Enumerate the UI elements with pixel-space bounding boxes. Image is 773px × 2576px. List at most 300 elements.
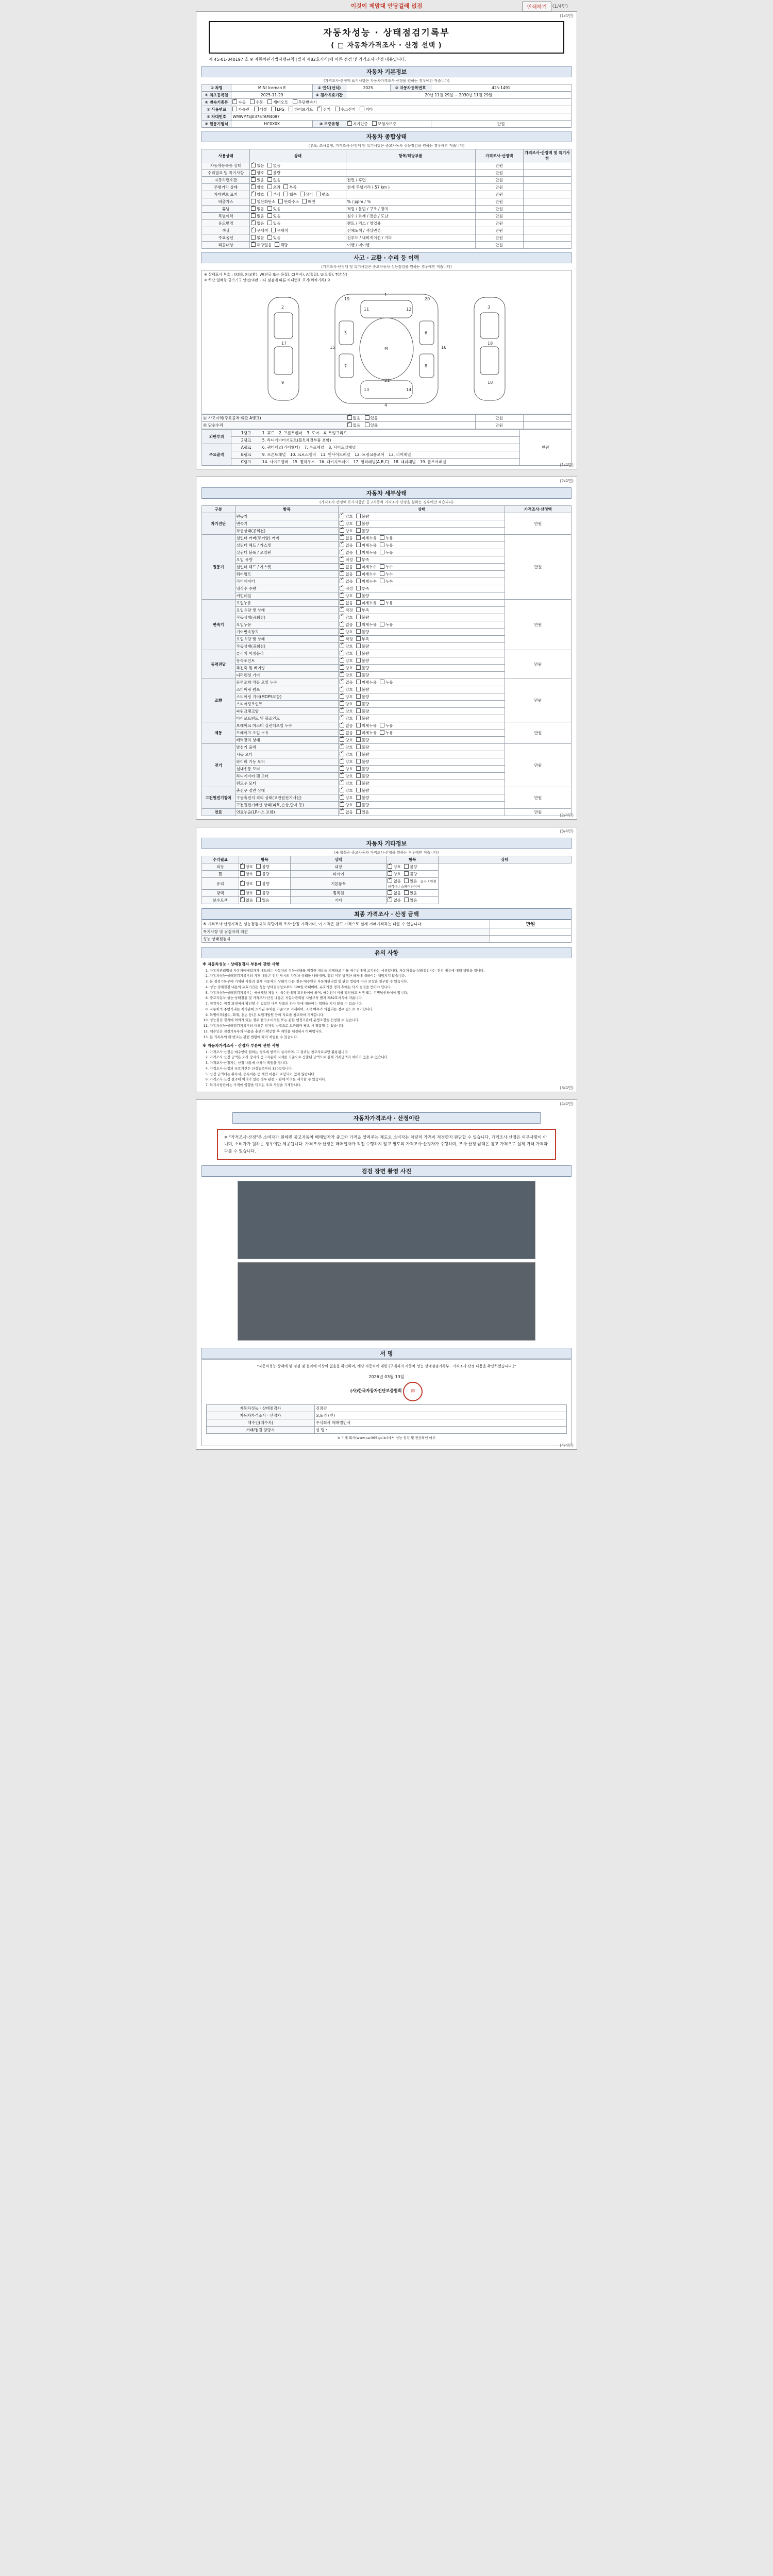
- detail-option[interactable]: 불량: [356, 629, 369, 635]
- detail-option[interactable]: ✓ 양호: [340, 593, 353, 599]
- option-auto[interactable]: ✓ 자동: [232, 99, 246, 105]
- opt-tuning-yes[interactable]: 있음: [267, 206, 281, 212]
- detail-item-options: [339, 809, 505, 816]
- option-manual[interactable]: 수동: [250, 99, 263, 105]
- detail-option[interactable]: 누수: [380, 571, 393, 577]
- opt-yes[interactable]: ✓ 있음: [251, 163, 264, 168]
- table-row: [207, 1404, 567, 1412]
- legend-tier-B: B랭크: [231, 451, 261, 459]
- detail-option[interactable]: 부족: [356, 607, 369, 613]
- other-item-options-right: [386, 890, 438, 897]
- special-note-value[interactable]: [490, 928, 572, 936]
- detail-option[interactable]: ✓ 적정: [340, 586, 353, 591]
- option-electric[interactable]: ✓ 전기: [317, 107, 331, 112]
- table-row: [202, 444, 572, 451]
- opt-plate-no[interactable]: 없음: [267, 177, 281, 183]
- detail-item-options: [339, 564, 505, 571]
- opt-dist-over[interactable]: 초과: [267, 184, 281, 190]
- opt-bad[interactable]: 불량: [267, 170, 281, 176]
- sheet-page-1: [196, 11, 577, 469]
- table-row: [202, 227, 572, 234]
- other-option[interactable]: ✓ 없음: [240, 897, 254, 903]
- opt-vin-diff[interactable]: 상이: [300, 192, 313, 197]
- detail-option[interactable]: 있음: [356, 809, 369, 815]
- detail-item-options: [339, 701, 505, 708]
- other-item-label-right: 기타: [291, 897, 386, 904]
- opt-color-chroma[interactable]: 유채색: [271, 228, 288, 233]
- table-row: [202, 184, 572, 191]
- detail-option[interactable]: 불량: [356, 651, 369, 656]
- detail-item-label: 오일누유: [235, 600, 339, 607]
- detail-item-label: 실린더 헤드 / 가스켓: [235, 564, 339, 571]
- detail-option[interactable]: ✓ 양호: [340, 694, 353, 700]
- detail-option[interactable]: ✓ 양호: [340, 528, 353, 534]
- other-item-options-left: [239, 890, 290, 897]
- opt-dist-good[interactable]: ✓ 양호: [251, 184, 264, 190]
- overall-row-3-opts: [250, 184, 346, 191]
- detail-option[interactable]: ✓ 양호: [340, 643, 353, 649]
- detail-option[interactable]: 미세누유: [356, 550, 377, 555]
- detail-item-label: 기어변속장치: [235, 629, 339, 636]
- detail-option[interactable]: ✓ 적정: [340, 557, 353, 563]
- detail-option[interactable]: ✓ 없음: [340, 809, 353, 815]
- detail-group-price: 만원: [505, 535, 571, 600]
- detail-group-price: 만원: [505, 722, 571, 744]
- other-option[interactable]: 불량: [404, 871, 417, 877]
- notice-item: 3. 본 점검기록부에 기재된 사항과 실제 자동차의 상태가 다른 경우 매수인은 자동차관리법 및 관련 법령에 따라 보상을 청구할 수 있습니다.: [210, 979, 570, 985]
- opt-option-no[interactable]: 없음: [251, 235, 264, 241]
- detail-option[interactable]: 불량: [356, 795, 369, 801]
- opt-accident-no[interactable]: ✓ 없음: [347, 415, 361, 421]
- detail-option[interactable]: 부족: [356, 636, 369, 642]
- detail-item-label: 추진축 및 베어링: [235, 665, 339, 672]
- document-number-line: 제 45-01-040197 호 ※ 자동차관리법시행규칙 [별지 제82호서식]에 따른 점검 및 가격조사·산정 내용입니다.: [209, 57, 407, 62]
- overall-row-9-note: [523, 220, 571, 227]
- detail-item-label: 배력장치 상태: [235, 737, 339, 744]
- option-gasoline[interactable]: 가솔린: [232, 107, 249, 112]
- photo-section-header: 검검 장면 촬영 사진: [201, 1165, 572, 1177]
- detail-option[interactable]: ✓ 양호: [340, 701, 353, 707]
- notice-section2-list: [203, 1050, 570, 1088]
- other-option[interactable]: ✓ 양호: [240, 871, 254, 877]
- table-header-row: [202, 506, 572, 513]
- detail-option[interactable]: 누유: [380, 680, 393, 685]
- detail-option[interactable]: 미세누수: [356, 564, 377, 570]
- detail-option[interactable]: ✓ 양호: [340, 665, 353, 671]
- opt-special-yes[interactable]: 있음: [267, 213, 281, 219]
- overall-row-0-note: [523, 162, 571, 170]
- overall-row-6-detail: % / ppm / %: [346, 198, 475, 206]
- detail-option[interactable]: 불량: [356, 615, 369, 620]
- detail-option[interactable]: ✓ 없음: [340, 564, 353, 570]
- opt-hc[interactable]: 탄화수소: [278, 199, 299, 205]
- other-item-options-right: [386, 871, 438, 878]
- detail-option[interactable]: 미세누유: [356, 535, 377, 541]
- detail-option[interactable]: 누유: [380, 535, 393, 541]
- detail-col-3: 가격조사·산정액: [505, 506, 571, 513]
- other-option[interactable]: 있음: [256, 897, 270, 903]
- overall-row-5-opts: [250, 191, 346, 198]
- signature-header: 서 명: [201, 1348, 572, 1359]
- detail-option[interactable]: ✓ 양호: [340, 615, 353, 620]
- option-hybrid[interactable]: 하이브리드: [289, 107, 313, 112]
- notice-item: 12. 매수인은 점검기록부의 내용을 충분히 확인한 후 계약을 체결하시기 바랍니다.: [210, 1029, 570, 1035]
- other-item-options-left: [239, 897, 290, 904]
- opt-co[interactable]: 일산화탄소: [251, 199, 275, 205]
- detail-option[interactable]: ✓ 양호: [340, 737, 353, 743]
- opt-tuning-no[interactable]: ✓ 없음: [251, 206, 264, 212]
- detail-option[interactable]: 불량: [356, 687, 369, 692]
- detail-group-price: 만원: [505, 600, 571, 650]
- detail-option[interactable]: ✓ 양호: [340, 759, 353, 765]
- overall-row-6-price: 만원: [475, 198, 523, 206]
- opt-simple-no[interactable]: ✓ 없음: [347, 422, 361, 428]
- legend-item: 13. 리어패널: [389, 452, 411, 457]
- detail-option[interactable]: 누수: [380, 564, 393, 570]
- detail-option[interactable]: 미세누수: [356, 579, 377, 584]
- detail-option[interactable]: ✓ 없음: [340, 622, 353, 628]
- detail-option[interactable]: 불량: [356, 643, 369, 649]
- detail-option[interactable]: ✓ 양호: [340, 766, 353, 772]
- overall-row-11-price: 만원: [475, 234, 523, 242]
- other-item-label-left: 휠: [202, 871, 239, 878]
- detail-option[interactable]: 불량: [356, 514, 369, 519]
- detail-option[interactable]: ✓ 없음: [340, 680, 353, 685]
- overall-row-8-note: [523, 213, 571, 220]
- detail-item-options: [339, 556, 505, 564]
- document-subtitle: ( □ 자동차가격조사 · 산정 선택 ): [331, 42, 442, 49]
- detail-item-options: [339, 751, 505, 758]
- notice-item: 7. 점검자는 점검 과정에서 확인할 수 없었던 내부 부품의 하자 등에 대하여는 책임을 지지 않을 수 있습니다.: [210, 1002, 570, 1007]
- overall-row-1-detail: [346, 170, 475, 177]
- overall-state-table: [201, 149, 572, 249]
- table-row: [202, 871, 572, 878]
- detail-item-options: [339, 650, 505, 657]
- notice-section2-title: ※ 자동차가격조사 · 산정자 부분에 관한 사항: [203, 1043, 279, 1048]
- option-diesel[interactable]: 디젤: [254, 107, 267, 112]
- svg-text:10: 10: [488, 380, 493, 385]
- detail-option[interactable]: 불량: [356, 593, 369, 599]
- table-row: [202, 787, 572, 794]
- other-option[interactable]: ✓ 양호: [388, 871, 401, 877]
- detail-option[interactable]: ✓ 양호: [340, 687, 353, 692]
- legend-item: 2. 프론트휀더: [279, 431, 303, 436]
- other-option[interactable]: 불량: [256, 881, 270, 887]
- detail-option[interactable]: ✓ 없음: [340, 571, 353, 577]
- legend-item: 15. 휠하우스: [292, 460, 315, 465]
- detail-option[interactable]: 불량: [356, 781, 369, 786]
- detail-option[interactable]: 누유: [380, 550, 393, 555]
- option-insurance[interactable]: 보험사보증: [372, 121, 396, 127]
- opt-special-no[interactable]: ✓ 없음: [251, 213, 264, 219]
- svg-text:14: 14: [406, 387, 412, 393]
- sign-row-value[interactable]: 김점검: [314, 1404, 566, 1412]
- opt-plate-yes[interactable]: ✓ 있음: [251, 177, 264, 183]
- overall-row-5-price: 만원: [475, 191, 523, 198]
- detail-option[interactable]: ✓ 양호: [340, 781, 353, 786]
- detail-item-label: 브레이크 마스터 실린더오일 누유: [235, 722, 339, 730]
- detail-option[interactable]: 누유: [380, 723, 393, 728]
- detail-col-2: 상태: [339, 506, 505, 513]
- detail-option[interactable]: ✓ 양호: [340, 716, 353, 721]
- overall-row-12-note: [523, 242, 571, 249]
- detail-option[interactable]: 누유: [380, 622, 393, 628]
- detail-item-label: 와이퍼 기능 모터: [235, 758, 339, 766]
- detail-option[interactable]: ✓ 양호: [340, 651, 353, 656]
- accident-q-opts: [346, 415, 475, 422]
- other-option[interactable]: 있음: [404, 890, 417, 896]
- other-option[interactable]: 있음: [404, 878, 417, 884]
- option-fuel-etc[interactable]: 기타: [360, 107, 373, 112]
- detail-option[interactable]: ✓ 없음: [340, 579, 353, 584]
- detail-option[interactable]: 누유: [380, 600, 393, 606]
- page-mark-2-bottom: (2/4면): [560, 813, 574, 818]
- detail-option[interactable]: 불량: [356, 701, 369, 707]
- detail-option[interactable]: 불량: [356, 672, 369, 678]
- page4-redbox: ※ "가격조사·산정"은 소비자가 원하면 중고자동차 매매업자가 중고차 가격을 알려주는 제도로 소비자는 차량의 가격이 적정한지 판단할 수 있습니다. 가격조사·산정은 의무사항이 아니며, 소비자가 원하는 경우에만 제공됩니다. 가격조사·산정은 매매업자가 직접 수행하지 않고 별도의 가격조사·산정자가 수행하며, 조사·산정 금액은 참고 가격으로 실제 거래 가격과 다를 수 있습니다.: [217, 1129, 556, 1160]
- detail-option[interactable]: 불량: [356, 528, 369, 534]
- detail-item-label: 파워크랭크암: [235, 708, 339, 715]
- option-semiauto[interactable]: 세미오토: [267, 99, 288, 105]
- accident-bullet-0: ※ 상태표시 부호 : (X)損, X(교환), W(판금 또는 용접), C(부식), A(흠집), U(요철), T(손상): [204, 273, 347, 277]
- legend-items-1: [261, 430, 519, 437]
- sheet-page-2: [196, 477, 577, 820]
- opt-accident-yes[interactable]: 있음: [365, 415, 378, 421]
- option-hydrogen[interactable]: 수소전기: [335, 107, 356, 112]
- opt-recall-none[interactable]: ✓ 해당없음: [251, 242, 272, 248]
- detail-option[interactable]: ✓ 양호: [340, 708, 353, 714]
- detail-option[interactable]: 불량: [356, 802, 369, 808]
- detail-option[interactable]: 불량: [356, 737, 369, 743]
- other-option[interactable]: 불량: [256, 890, 270, 896]
- table-row: [202, 191, 572, 198]
- other-item-label-left: 유리: [202, 878, 239, 890]
- detail-option[interactable]: 불량: [356, 744, 369, 750]
- detail-option[interactable]: 미세누유: [356, 680, 377, 685]
- notice-header: 유의 사항: [201, 947, 572, 958]
- svg-text:2: 2: [281, 305, 284, 310]
- table-row: [202, 535, 572, 542]
- overall-row-12-detail: 이행 / 미이행: [346, 242, 475, 249]
- writer-label: 성능·상태점검자: [202, 936, 490, 943]
- detail-option[interactable]: 미세누유: [356, 622, 377, 628]
- sign-row-value[interactable]: 주식회사 매매법인사: [314, 1419, 566, 1426]
- other-option[interactable]: 불량: [256, 871, 270, 877]
- legend-items-2: 5. 라디에이터서포트(볼트체결부품 포함): [261, 437, 519, 444]
- table-header-row: [202, 149, 572, 162]
- other-col-item1: 항목: [239, 856, 290, 863]
- car-diagram-svg: [206, 285, 567, 413]
- opt-vin-rust[interactable]: 부식: [267, 192, 281, 197]
- option-self-cert[interactable]: ✓ 자기인증: [347, 121, 368, 127]
- opt-no[interactable]: 없음: [267, 163, 281, 168]
- detail-item-options: [339, 758, 505, 766]
- detail-item-label: 스티어링 펌프: [235, 686, 339, 693]
- detail-option[interactable]: 불량: [356, 716, 369, 721]
- detail-option[interactable]: 불량: [356, 773, 369, 779]
- detail-option[interactable]: 누유: [380, 543, 393, 548]
- option-cvt[interactable]: 무단변속기: [293, 99, 317, 105]
- detail-item-options: [339, 693, 505, 701]
- detail-option[interactable]: 불량: [356, 708, 369, 714]
- other-option[interactable]: ✓ 없음: [388, 897, 401, 903]
- opt-recall-yes[interactable]: 해당: [275, 242, 288, 248]
- basic-value-firstreg: 2025-11-29: [231, 92, 313, 99]
- table-row: [202, 920, 572, 928]
- other-option[interactable]: ✓ 없음: [388, 890, 401, 896]
- detail-item-options: [339, 600, 505, 607]
- detail-option[interactable]: 누수: [380, 579, 393, 584]
- detail-group-price: 만원: [505, 787, 571, 809]
- detail-option[interactable]: 누유: [380, 730, 393, 736]
- detail-item-label: 충전구 절연 상태: [235, 787, 339, 794]
- table-row: [202, 220, 572, 227]
- other-option[interactable]: 불량: [404, 864, 417, 870]
- detail-option[interactable]: ✓ 없음: [340, 723, 353, 728]
- simple-q-label: ⑭ 단순수리: [202, 422, 346, 429]
- svg-text:17: 17: [281, 341, 287, 346]
- detail-option[interactable]: ✓ 양호: [340, 658, 353, 664]
- detail-option[interactable]: 불량: [356, 788, 369, 793]
- detail-item-label: 브레이크 오일 누유: [235, 730, 339, 737]
- accident-q-note: [523, 415, 571, 422]
- detail-option[interactable]: ✓ 없음: [340, 543, 353, 548]
- detail-option[interactable]: 불량: [356, 665, 369, 671]
- svg-text:20: 20: [425, 297, 430, 302]
- other-option[interactable]: ✓ 양호: [388, 864, 401, 870]
- detail-option[interactable]: ✓ 양호: [340, 514, 353, 519]
- sheet-page-3: [196, 827, 577, 1092]
- detail-group-price: 만원: [505, 744, 571, 787]
- overall-row-3-detail: 현재 주행거리 ( 57 km ): [346, 184, 475, 191]
- other-option[interactable]: ✓ 양호: [240, 890, 254, 896]
- writer-value[interactable]: [490, 936, 572, 943]
- detail-item-label: 시동 모터: [235, 751, 339, 758]
- other-option[interactable]: 있음: [404, 897, 417, 903]
- detail-option[interactable]: ✓ 없음: [340, 600, 353, 606]
- detail-option[interactable]: ✓ 없음: [340, 550, 353, 555]
- print-button[interactable]: 인쇄하기: [522, 2, 551, 11]
- detail-option[interactable]: ✓ 적정: [340, 607, 353, 613]
- detail-option[interactable]: 미세누유: [356, 723, 377, 728]
- sign-row-value[interactable]: 성 명 :: [314, 1426, 566, 1433]
- detail-option[interactable]: ✓ 양호: [340, 788, 353, 793]
- table-row: [202, 679, 572, 686]
- photo-list: [201, 1177, 572, 1345]
- option-lpg[interactable]: LPG: [271, 107, 284, 112]
- overall-row-11-opts: [250, 234, 346, 242]
- opt-option-yes[interactable]: ✓ 있음: [267, 235, 281, 241]
- other-option[interactable]: ✓ 없음: [388, 878, 401, 884]
- legend-item: 17. 필러패널(A,B,C): [353, 460, 389, 465]
- opt-smoke[interactable]: 매연: [302, 199, 315, 205]
- detail-option[interactable]: 미세누유: [356, 730, 377, 736]
- detail-option[interactable]: ✓ 없음: [340, 730, 353, 736]
- detail-item-options: [339, 513, 505, 520]
- detail-option[interactable]: ✓ 양호: [340, 773, 353, 779]
- detail-option[interactable]: ✓ 적정: [340, 636, 353, 642]
- detail-option[interactable]: 부족: [356, 586, 369, 591]
- sign-row-value[interactable]: 오도경 (인): [314, 1412, 566, 1419]
- overall-row-2-note: [523, 177, 571, 184]
- notice-item: 6. 가격조사·산정 결과에 이의가 있는 경우 관련 기관에 이의를 제기할 수 있습니다.: [210, 1077, 570, 1082]
- detail-item-options: [339, 672, 505, 679]
- legend-tier-A: A랭크: [231, 444, 261, 451]
- detail-item-options: [339, 679, 505, 686]
- other-item-label-left: 외장: [202, 863, 239, 871]
- detail-option[interactable]: 미세누수: [356, 571, 377, 577]
- detail-option[interactable]: ✓ 양호: [340, 795, 353, 801]
- document-title: 자동차성능 · 상태점검기록부: [323, 28, 450, 38]
- detail-option[interactable]: 불량: [356, 694, 369, 700]
- opt-vin-good[interactable]: ✓ 양호: [251, 192, 264, 197]
- detail-option[interactable]: 불량: [356, 759, 369, 765]
- basic-label-vin: ⑧ 차대번호: [202, 113, 231, 121]
- detail-option[interactable]: ✓ 양호: [340, 629, 353, 635]
- opt-use-yes[interactable]: 있음: [267, 221, 281, 226]
- other-item-label-right: 기본품목: [291, 878, 386, 890]
- basic-value-transmission: [231, 99, 572, 106]
- overall-row-5-name: 차대번호 표기: [202, 191, 250, 198]
- opt-vin-mod[interactable]: 변조: [316, 192, 329, 197]
- basic-label-inspection: ⑤ 검사유효기간: [313, 92, 346, 99]
- detail-item-label: 변속기: [235, 520, 339, 528]
- legend-tier-1: 1랭크: [231, 430, 261, 437]
- detail-option[interactable]: 불량: [356, 766, 369, 772]
- detail-option[interactable]: ✓ 없음: [340, 535, 353, 541]
- overall-row-0-price: 만원: [475, 162, 523, 170]
- other-option[interactable]: ✓ 양호: [240, 864, 254, 870]
- detail-option[interactable]: 불량: [356, 658, 369, 664]
- detail-item-options: [339, 571, 505, 578]
- opt-dist-under[interactable]: 부족: [283, 184, 297, 190]
- detail-option[interactable]: ✓ 양호: [340, 802, 353, 808]
- detail-option[interactable]: 미세누유: [356, 600, 377, 606]
- detail-option[interactable]: 불량: [356, 521, 369, 527]
- other-option[interactable]: ✓ 양호: [240, 881, 254, 887]
- other-option[interactable]: 불량: [256, 864, 270, 870]
- opt-simple-yes[interactable]: 있음: [365, 422, 378, 428]
- opt-color-mono[interactable]: ✓ 무채색: [251, 228, 268, 233]
- overall-row-0-detail: [346, 162, 475, 170]
- detail-item-label: 실린더 헤드 / 가스켓: [235, 542, 339, 549]
- notice-item: 2. 자동차성능·상태점검기록부의 기재 내용은 점검 당시의 자동차 상태를 나타내며, 점검 이후 발생한 하자에 대하여는 책임지지 않습니다.: [210, 974, 570, 979]
- detail-option[interactable]: 부족: [356, 557, 369, 563]
- legend-item: 12. 트렁크플로어: [354, 452, 384, 457]
- opt-good[interactable]: ✓ 양호: [251, 170, 264, 176]
- table-row: [202, 177, 572, 184]
- overall-row-12-price: 만원: [475, 242, 523, 249]
- detail-col-0: 구분: [202, 506, 236, 513]
- detail-item-options: [339, 657, 505, 665]
- detail-group-label: 동력전달: [202, 650, 236, 679]
- detail-item-options: [339, 542, 505, 549]
- detail-option[interactable]: 불량: [356, 752, 369, 757]
- accident-q-label: ⑬ 사고이력(주요골격·외판 A랭크): [202, 415, 346, 422]
- table-row: [207, 1426, 567, 1433]
- detail-item-label: 연료누출(LP가스 포함): [235, 809, 339, 816]
- detail-option[interactable]: ✓ 양호: [340, 672, 353, 678]
- detail-option[interactable]: ✓ 양호: [340, 752, 353, 757]
- detail-item-label: 스티어링조인트: [235, 701, 339, 708]
- sign-row-label: 매수인(매수자): [207, 1419, 315, 1426]
- detail-option[interactable]: ✓ 양호: [340, 744, 353, 750]
- opt-vin-damage[interactable]: 훼손: [283, 192, 297, 197]
- opt-use-no[interactable]: ✓ 없음: [251, 221, 264, 226]
- detail-option[interactable]: 미세누유: [356, 543, 377, 548]
- notice-item: 9. 특별이력(침수, 화재, 전손 등)은 보험개발원 등의 자료를 참고하여 기재합니다.: [210, 1013, 570, 1018]
- detail-option[interactable]: ✓ 양호: [340, 521, 353, 527]
